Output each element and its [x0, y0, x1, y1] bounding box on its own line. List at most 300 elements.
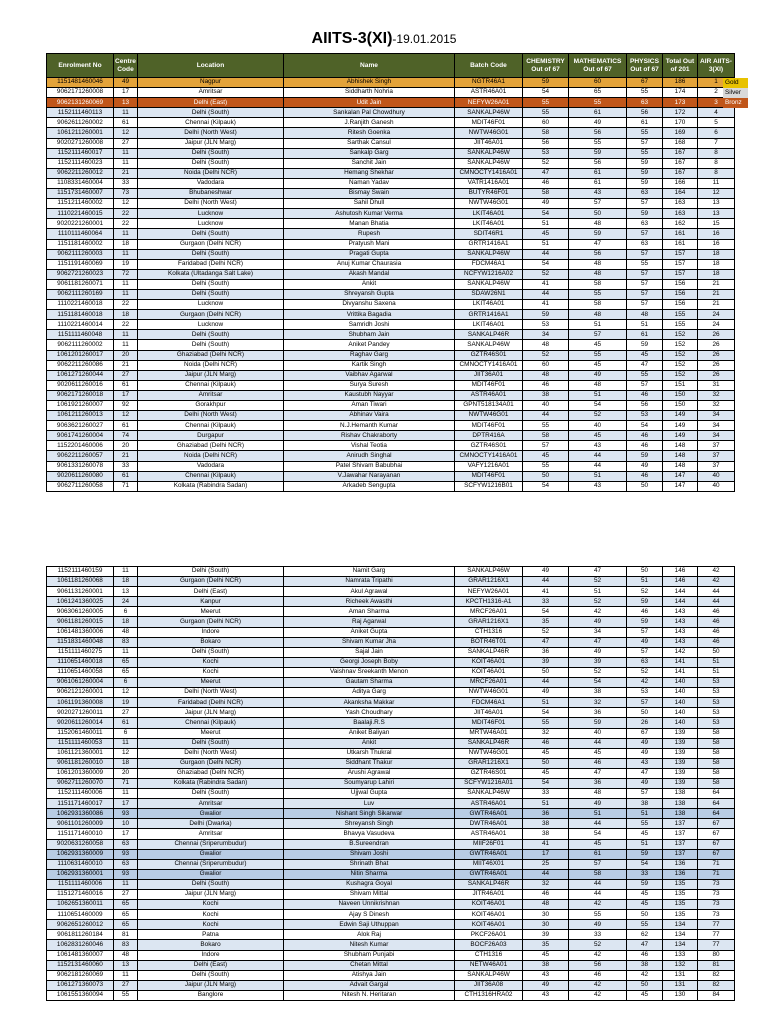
table-cell: 11 — [114, 789, 138, 799]
table-cell: 32 — [523, 879, 569, 889]
table-cell: Ujjwal Gupta — [284, 789, 455, 799]
table-cell: 151 — [663, 380, 698, 390]
table-cell: Delhi (South) — [138, 567, 284, 577]
table-cell: JIIT46A01 — [455, 708, 523, 718]
table-cell: 9062171260018 — [47, 390, 114, 400]
table-cell: 1152061460011 — [47, 728, 114, 738]
table-row — [47, 189, 735, 199]
table-cell: 50 — [523, 471, 569, 481]
table-cell: 59 — [523, 310, 569, 320]
medal-labels — [723, 78, 748, 108]
table-cell: 61 — [569, 849, 627, 859]
table-cell: GPNT518134A01 — [455, 401, 523, 411]
table-cell: 43 — [523, 990, 569, 1000]
table-cell: 161 — [663, 239, 698, 249]
table-cell: Jaipur (JLN Marg) — [138, 370, 284, 380]
table-cell: 46 — [698, 607, 735, 617]
table-cell: Ritesh Goenka — [284, 128, 455, 138]
table-row — [47, 930, 735, 940]
table-cell: 3 — [698, 98, 735, 108]
table-row — [47, 799, 735, 809]
table-cell: 27 — [114, 708, 138, 718]
table-cell: GRAR1216X1 — [455, 758, 523, 768]
table-cell: 131 — [663, 970, 698, 980]
table-cell: GRTR1416A1 — [455, 310, 523, 320]
table-cell: 58 — [569, 279, 627, 289]
table-cell: 41 — [523, 279, 569, 289]
table-cell: Kochi — [138, 667, 284, 677]
table-row — [47, 320, 735, 330]
table-cell: 52 — [569, 577, 627, 587]
table-cell: Faridabad (Delhi NCR) — [138, 698, 284, 708]
table-cell: 47 — [523, 168, 569, 178]
table-cell: Kanpur — [138, 597, 284, 607]
table-cell: 64 — [698, 799, 735, 809]
table-cell: 50 — [627, 910, 663, 920]
table-cell: Hemang Shekhar — [284, 168, 455, 178]
table-cell: Ankit — [284, 738, 455, 748]
table-cell: Nishant Singh Sikarwar — [284, 809, 455, 819]
table-cell: 44 — [569, 879, 627, 889]
table-row — [47, 471, 735, 481]
table-cell: 9062721260023 — [47, 269, 114, 279]
table-cell: Shreyansh Gupta — [284, 289, 455, 299]
table-cell: 12 — [114, 748, 138, 758]
table-cell: 67 — [627, 728, 663, 738]
table-cell: Durgapur — [138, 431, 284, 441]
table-cell: 172 — [663, 108, 698, 118]
table-cell: Chennai (Kilpauk) — [138, 421, 284, 431]
table-cell: GRAR1216X1 — [455, 577, 523, 587]
table-cell: 49 — [569, 920, 627, 930]
table-cell: Noida (Delhi NCR) — [138, 168, 284, 178]
table-cell: 9062211260086 — [47, 360, 114, 370]
table-cell: 13 — [114, 960, 138, 970]
table-row — [47, 859, 735, 869]
table-cell: 61 — [114, 718, 138, 728]
table-cell: 130 — [663, 990, 698, 1000]
table-row — [47, 940, 735, 950]
table-cell: MRCF26A01 — [455, 678, 523, 688]
table-row — [47, 421, 735, 431]
table-cell: SANKALP46W — [455, 158, 523, 168]
table-cell: 31 — [698, 380, 735, 390]
table-cell: Amritsar — [138, 799, 284, 809]
table-cell: 57 — [627, 698, 663, 708]
table-cell: Shrinath Bhat — [284, 859, 455, 869]
table-cell: 46 — [627, 471, 663, 481]
table-cell: 43 — [523, 970, 569, 980]
table-cell: 155 — [663, 320, 698, 330]
table-cell: Jaipur (JLN Marg) — [138, 138, 284, 148]
table-row — [47, 627, 735, 637]
table-cell: 1 — [698, 78, 735, 88]
table-cell: 51 — [523, 219, 569, 229]
table-cell: 73 — [698, 910, 735, 920]
table-cell: 51 — [698, 667, 735, 677]
table-cell: Aman Sharma — [284, 607, 455, 617]
table-cell: 92 — [114, 401, 138, 411]
table-cell: Anirudh Singhal — [284, 451, 455, 461]
table-cell: 42 — [569, 950, 627, 960]
table-cell: 9063621260027 — [47, 421, 114, 431]
table-cell: Delhi (South) — [138, 158, 284, 168]
table-cell: 16 — [698, 239, 735, 249]
table-cell: 148 — [663, 441, 698, 451]
table-cell: 71 — [114, 778, 138, 788]
table-cell: Meerut — [138, 607, 284, 617]
table-cell: 9062131260069 — [47, 98, 114, 108]
table-cell: 1061201360009 — [47, 768, 114, 778]
table-row — [47, 900, 735, 910]
table-cell: 44 — [523, 577, 569, 587]
table-row — [47, 708, 735, 718]
table-cell: 11 — [114, 879, 138, 889]
table-cell: Delhi (South) — [138, 249, 284, 259]
table-cell: 40 — [569, 421, 627, 431]
table-cell: 11 — [698, 178, 735, 188]
table-cell: Indore — [138, 950, 284, 960]
table-cell: Pratyush Mani — [284, 239, 455, 249]
table-cell: 45 — [523, 451, 569, 461]
table-cell: 48 — [569, 259, 627, 269]
table-cell: Chennai (Sriperumbudur) — [138, 859, 284, 869]
table-cell: 45 — [569, 839, 627, 849]
table-cell: 139 — [663, 728, 698, 738]
table-cell: 35 — [523, 617, 569, 627]
table-cell: 17 — [114, 829, 138, 839]
table-cell: 21 — [114, 451, 138, 461]
table-cell: 27 — [114, 370, 138, 380]
table-cell: 57 — [569, 859, 627, 869]
table-cell: 1151831460048 — [47, 637, 114, 647]
table-cell: 42 — [698, 567, 735, 577]
table-cell: Bismay Swain — [284, 189, 455, 199]
table-cell: 57 — [627, 627, 663, 637]
table-cell: 45 — [523, 768, 569, 778]
table-cell: 136 — [663, 869, 698, 879]
table-cell: 83 — [114, 637, 138, 647]
table-cell: 51 — [569, 587, 627, 597]
table-cell: Ghaziabad (Delhi NCR) — [138, 441, 284, 451]
table-row — [47, 350, 735, 360]
table-row — [47, 431, 735, 441]
table-row — [47, 869, 735, 879]
table-cell: 27 — [114, 138, 138, 148]
table-cell: 43 — [569, 481, 627, 491]
table-cell: 40 — [698, 481, 735, 491]
table-cell: 186 — [663, 78, 698, 88]
table-cell: 147 — [663, 481, 698, 491]
table-cell: 1108331460004 — [47, 178, 114, 188]
table-cell: 11 — [114, 158, 138, 168]
table-cell: 48 — [523, 370, 569, 380]
table-cell: SCFYW1216B01 — [455, 481, 523, 491]
table-cell: 50 — [523, 758, 569, 768]
table-row — [47, 849, 735, 859]
table-cell: 37 — [698, 451, 735, 461]
table-cell: 93 — [114, 869, 138, 879]
table-cell: 1151111460275 — [47, 647, 114, 657]
table-cell: 26 — [698, 340, 735, 350]
table-cell: 36 — [569, 778, 627, 788]
table-cell: 11 — [114, 279, 138, 289]
table-cell: GWTR46A01 — [455, 869, 523, 879]
table-cell: 22 — [114, 219, 138, 229]
table-cell: 53 — [523, 320, 569, 330]
table-cell: 83 — [114, 940, 138, 950]
table-row — [47, 289, 735, 299]
table-cell: 1151181460002 — [47, 239, 114, 249]
table-cell: BOCF26A03 — [455, 940, 523, 950]
table-cell: Amritsar — [138, 829, 284, 839]
table-cell: 148 — [663, 451, 698, 461]
table-cell: 53 — [627, 411, 663, 421]
table-cell: 32 — [698, 390, 735, 400]
table-cell: 64 — [698, 809, 735, 819]
table-cell: 7 — [698, 138, 735, 148]
title-main: AIITS-3(XI) — [311, 30, 393, 47]
table-cell: 163 — [663, 199, 698, 209]
table-row — [47, 587, 735, 597]
table-cell: 58 — [523, 128, 569, 138]
table-cell: 1151181460018 — [47, 310, 114, 320]
table-row — [47, 360, 735, 370]
table-cell: Delhi (North West) — [138, 128, 284, 138]
table-cell: 9062181260069 — [47, 970, 114, 980]
table-row — [47, 269, 735, 279]
table-cell: 53 — [698, 708, 735, 718]
table-cell: 59 — [627, 451, 663, 461]
table-cell: 9061101260009 — [47, 819, 114, 829]
table-cell: 21 — [698, 300, 735, 310]
table-cell: 1152201460006 — [47, 441, 114, 451]
table-cell: 141 — [663, 667, 698, 677]
table-cell: 58 — [698, 728, 735, 738]
table-cell: 56 — [569, 249, 627, 259]
table-cell: 58 — [569, 869, 627, 879]
table-cell: 57 — [523, 441, 569, 451]
table-cell: Delhi (South) — [138, 148, 284, 158]
table-cell: 58 — [698, 738, 735, 748]
table-cell: 42 — [569, 900, 627, 910]
table-cell: SANKALP46W — [455, 567, 523, 577]
table-cell: 9020271260011 — [47, 708, 114, 718]
table-cell: VAFY1216A01 — [455, 461, 523, 471]
table-row — [47, 300, 735, 310]
table-cell: 1061201260017 — [47, 350, 114, 360]
table-cell: NWTW46G01 — [455, 199, 523, 209]
table-cell: Kochi — [138, 657, 284, 667]
table-cell: 6 — [698, 128, 735, 138]
table-cell: 144 — [663, 597, 698, 607]
table-cell: 41 — [523, 300, 569, 310]
table-cell: DWTR46A01 — [455, 819, 523, 829]
table-cell: 134 — [663, 940, 698, 950]
table-cell: 49 — [569, 647, 627, 657]
table-cell: MDIT46F01 — [455, 380, 523, 390]
table-cell: SANKALP46W — [455, 249, 523, 259]
table-row — [47, 229, 735, 239]
header-enrolment: Enrolment No — [47, 54, 114, 78]
table-cell: 45 — [569, 748, 627, 758]
table-cell: 63 — [114, 839, 138, 849]
table-cell: 13 — [698, 199, 735, 209]
table-row — [47, 789, 735, 799]
table-cell: SCFYW1216A01 — [455, 778, 523, 788]
table-cell: 52 — [569, 940, 627, 950]
table-cell: CTH1316 — [455, 627, 523, 637]
table-cell: 37 — [698, 441, 735, 451]
table-cell: 55 — [569, 350, 627, 360]
table-cell: Delhi (South) — [138, 279, 284, 289]
table-cell: Delhi (East) — [138, 587, 284, 597]
table-cell: 49 — [627, 778, 663, 788]
table-cell: Udit Jain — [284, 98, 455, 108]
table-row — [47, 910, 735, 920]
table-cell: 6 — [114, 678, 138, 688]
table-cell: 61 — [569, 108, 627, 118]
table-cell: 1152131460060 — [47, 960, 114, 970]
table-cell: 44 — [523, 249, 569, 259]
table-row — [47, 970, 735, 980]
table-cell: 46 — [627, 607, 663, 617]
table-cell: KPCTH1316-A1 — [455, 597, 523, 607]
table-cell: 38 — [523, 390, 569, 400]
table-cell: 140 — [663, 698, 698, 708]
table-cell: 139 — [663, 768, 698, 778]
table-cell: Abhishek Singh — [284, 78, 455, 88]
table-cell: 56 — [569, 960, 627, 970]
table-cell: Baalaji.R.S — [284, 718, 455, 728]
table-cell: 26 — [698, 370, 735, 380]
table-cell: 152 — [663, 360, 698, 370]
table-cell: 44 — [569, 819, 627, 829]
table-cell: 169 — [663, 128, 698, 138]
table-row — [47, 657, 735, 667]
table-cell: Jaipur (JLN Marg) — [138, 890, 284, 900]
table-cell: ASTR46A01 — [455, 390, 523, 400]
table-row — [47, 330, 735, 340]
table-cell: 19 — [114, 259, 138, 269]
table-cell: 137 — [663, 829, 698, 839]
table-cell: Kartik Singh — [284, 360, 455, 370]
table-cell: 55 — [569, 289, 627, 299]
table-cell: 9020271260008 — [47, 138, 114, 148]
table-cell: 18 — [698, 259, 735, 269]
table-cell: 9061131260001 — [47, 587, 114, 597]
table-cell: Gwalior — [138, 869, 284, 879]
table-cell: 9061741260004 — [47, 431, 114, 441]
table-cell: 1110651460009 — [47, 910, 114, 920]
table-cell: 17 — [114, 390, 138, 400]
table-cell: Kaustubh Nayyar — [284, 390, 455, 400]
table-cell: 1061191360008 — [47, 698, 114, 708]
table-cell: 13 — [698, 209, 735, 219]
table-cell: 59 — [627, 879, 663, 889]
table-cell: 65 — [114, 667, 138, 677]
table-cell: 57 — [627, 279, 663, 289]
table-cell: MDIT46F01 — [455, 421, 523, 431]
table-cell: 9061181260071 — [47, 279, 114, 289]
table-cell: 47 — [569, 239, 627, 249]
table-cell: 49 — [569, 617, 627, 627]
table-cell: Rishav Chakraborty — [284, 431, 455, 441]
table-cell: Nagpur — [138, 78, 284, 88]
table-cell: Amritsar — [138, 88, 284, 98]
table-cell: 22 — [114, 320, 138, 330]
table-cell: 47 — [627, 360, 663, 370]
table-cell: FDCM46A1 — [455, 698, 523, 708]
table-cell: 11 — [114, 647, 138, 657]
table-cell: 61 — [114, 380, 138, 390]
table-cell: 46 — [523, 738, 569, 748]
table-cell: 9061331260078 — [47, 461, 114, 471]
table-cell: 59 — [627, 849, 663, 859]
table-cell: 45 — [569, 431, 627, 441]
table-cell: 143 — [663, 637, 698, 647]
table-cell: Siddhant Thakur — [284, 758, 455, 768]
table-cell: 49 — [569, 370, 627, 380]
table-cell: 11 — [114, 567, 138, 577]
table-cell: 140 — [663, 708, 698, 718]
table-row — [47, 879, 735, 889]
table-cell: Chetan Mittal — [284, 960, 455, 970]
table-row — [47, 980, 735, 990]
medal-bronze: Bronz — [723, 98, 748, 108]
table-cell: 48 — [627, 310, 663, 320]
table-cell: 167 — [663, 148, 698, 158]
table-cell: 57 — [627, 380, 663, 390]
table-row — [47, 678, 735, 688]
table-cell: 61 — [569, 168, 627, 178]
table-cell: 162 — [663, 219, 698, 229]
table-cell: Raj Agarwal — [284, 617, 455, 627]
table-row — [47, 461, 735, 471]
table-cell: 1110111460064 — [47, 229, 114, 239]
table-cell: GRTR1416A1 — [455, 239, 523, 249]
table-cell: 52 — [523, 350, 569, 360]
table-cell: 93 — [114, 849, 138, 859]
table-cell: 131 — [663, 980, 698, 990]
table-cell: 36 — [523, 647, 569, 657]
table-cell: 10 — [114, 819, 138, 829]
table-cell: 44 — [523, 411, 569, 421]
table-cell: LKIT46A01 — [455, 219, 523, 229]
table-row — [47, 168, 735, 178]
table-cell: 48 — [569, 380, 627, 390]
table-cell: 49 — [627, 461, 663, 471]
table-cell: 32 — [523, 728, 569, 738]
table-cell: 47 — [523, 637, 569, 647]
table-cell: 34 — [698, 431, 735, 441]
table-cell: Vadodara — [138, 178, 284, 188]
table-row — [47, 158, 735, 168]
table-cell: B.Sureendran — [284, 839, 455, 849]
table-cell: 51 — [569, 320, 627, 330]
table-cell: Shubham Jain — [284, 330, 455, 340]
table-cell: 55 — [569, 98, 627, 108]
table-row — [47, 441, 735, 451]
table-cell: 63 — [627, 657, 663, 667]
table-cell: 61 — [114, 421, 138, 431]
table-cell: 55 — [114, 990, 138, 1000]
table-cell: 93 — [114, 809, 138, 819]
table-row — [47, 728, 735, 738]
table-cell: 26 — [627, 718, 663, 728]
table-cell: Lucknow — [138, 219, 284, 229]
table-cell: 54 — [523, 259, 569, 269]
